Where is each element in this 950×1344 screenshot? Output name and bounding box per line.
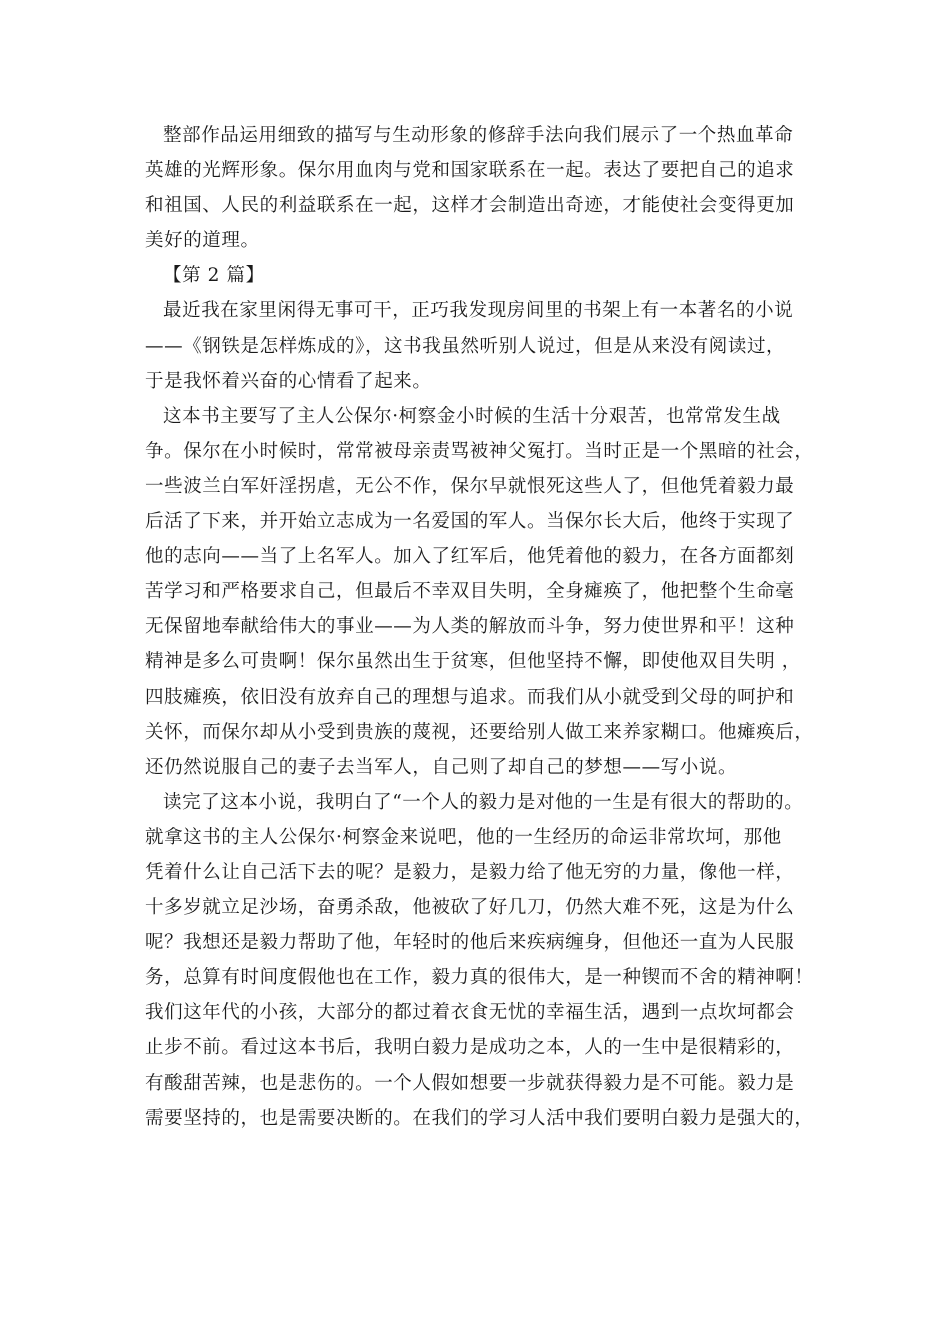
- text-line: 这本书主要写了主人公保尔·柯察金小时候的生活十分艰苦，也常常发生战: [163, 405, 781, 427]
- text-line: 苦学习和严格要求自己，但最后不幸双目失明，全身瘫痪了，他把整个生命毫: [145, 581, 795, 603]
- text-line: ——《钢铁是怎样炼成的》，这书我虽然听别人说过，但是从来没有阅读过，: [145, 335, 786, 357]
- document-body: [145, 118, 815, 1136]
- text-line: 有酸甜苦辣，也是悲伤的。一个人假如想要一步就获得毅力是不可能。毅力是: [145, 1072, 795, 1094]
- text-line: 四肢瘫痪，依旧没有放弃自己的理想与追求。而我们从小就受到父母的呵护和: [145, 686, 795, 708]
- text-line: 十多岁就立足沙场，奋勇杀敌，他被砍了好几刀，仍然大难不死，这是为什么: [145, 897, 795, 919]
- text-line: 精神是多么可贵啊！保尔虽然出生于贫寒，但他坚持不懈，即使他双目失明 ，: [145, 651, 801, 673]
- text-line: 后活了下来，并开始立志成为一名爱国的军人。当保尔长大后，他终于实现了: [145, 511, 795, 533]
- text-line: 读完了这本小说，我明白了“一个人的毅力是对他的一生是有很大的帮助的。: [163, 791, 804, 813]
- text-line: 无保留地奉献给伟大的事业——为人类的解放而斗争，努力使世界和平！这种: [145, 616, 795, 638]
- text-line: 最近我在家里闲得无事可干，正巧我发现房间里的书架上有一本著名的小说: [163, 300, 794, 322]
- text-line: 需要坚持的，也是需要决断的。在我们的学习人活中我们要明白毅力是强大的，: [145, 1107, 814, 1129]
- text-line: 凭着什么让自己活下去的呢？是毅力，是毅力给了他无穷的力量，像他一样，: [145, 861, 795, 883]
- text-line: 一些波兰白军奸淫拐虐，无公不作，保尔早就恨死这些人了，但他凭着毅力最: [145, 475, 795, 497]
- text-line: 他的志向——当了上名军人。加入了红军后，他凭着他的毅力，在各方面都刻: [145, 546, 795, 568]
- text-line: 争。保尔在小时候时，常常被母亲责骂被神父冤打。当时正是一个黑暗的社会，: [145, 440, 814, 462]
- text-line: 【第 2 篇】: [163, 265, 265, 287]
- text-line: 于是我怀着兴奋的心情看了起来。: [145, 370, 432, 392]
- text-line: 止步不前。看过这本书后，我明白毅力是成功之本，人的一生中是很精彩的，: [145, 1037, 795, 1059]
- text-line: 还仍然说服自己的妻子去当军人，自己则了却自己的梦想——写小说。: [145, 756, 738, 778]
- text-line: 美好的道理。: [145, 230, 260, 252]
- text-line: 就拿这书的主人公保尔·柯察金来说吧，他的一生经历的命运非常坎坷，那他: [145, 826, 782, 848]
- text-line: 关怀，而保尔却从小受到贵族的蔑视，还要给别人做工来养家糊口。他瘫痪后，: [145, 721, 814, 743]
- text-line: 整部作品运用细致的描写与生动形象的修辞手法向我们展示了一个热血革命: [163, 125, 794, 146]
- text-line: 呢？我想还是毅力帮助了他，年轻时的他后来疾病缠身，但他还一直为人民服: [145, 932, 795, 954]
- text-line: 和祖国、人民的利益联系在一起，这样才会制造出奇迹，才能使社会变得更加: [145, 195, 795, 217]
- text-line: 英雄的光辉形象。保尔用血肉与党和国家联系在一起。表达了要把自己的追求: [145, 160, 795, 182]
- text-line: 我们这年代的小孩，大部分的都过着衣食无忧的幸福生活，遇到一点坎坷都会: [145, 1002, 795, 1024]
- text-line: 务，总算有时间度假他也在工作，毅力真的很伟大，是一种锲而不舍的精神啊！: [145, 967, 814, 989]
